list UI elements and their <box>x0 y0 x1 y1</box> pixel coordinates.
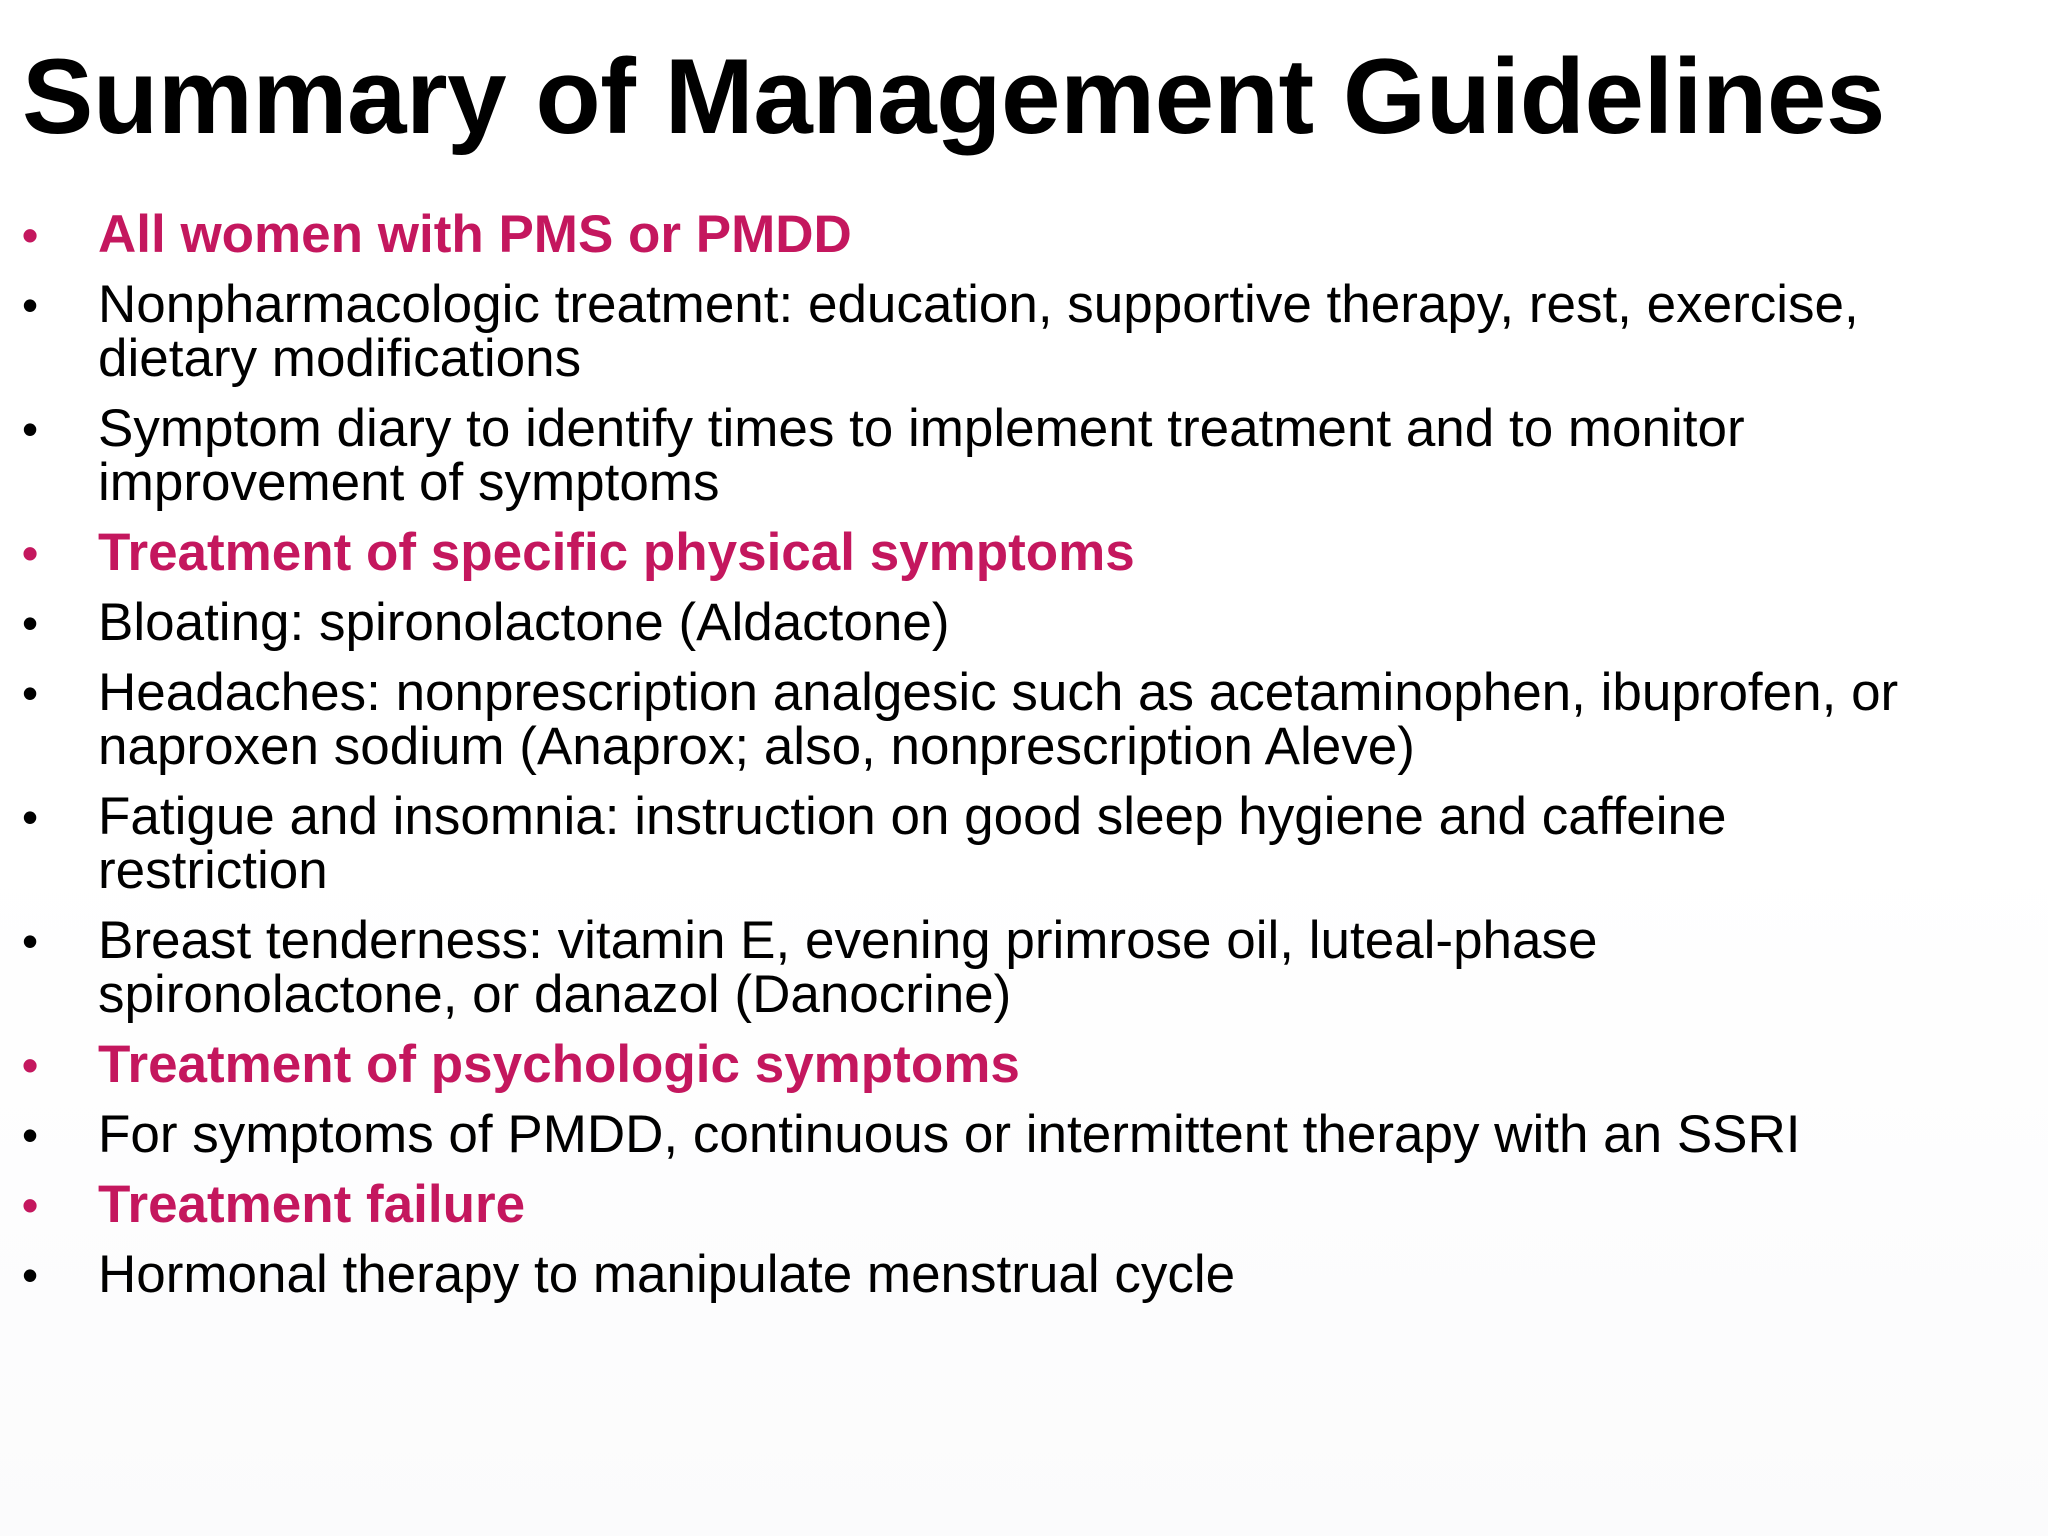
slide-title: Summary of Management Guidelines <box>22 36 1885 156</box>
bullet-dot-icon: • <box>22 667 39 719</box>
bullet-text: Nonpharmacologic treatment: education, supportive therapy, rest, exercise, dietary modifications <box>98 275 1859 388</box>
bullet-heading-all-women <box>0 205 1940 264</box>
bullet-dot-icon: • <box>22 403 39 455</box>
bullet-text: Treatment failure <box>98 1175 526 1234</box>
bullet-dot-icon: • <box>22 1249 39 1301</box>
bullet-text: Fatigue and insomnia: instruction on good sleep hygiene and caffeine restriction <box>98 787 1727 900</box>
bullet-text: For symptoms of PMDD, continuous or intermittent therapy with an SSRI <box>98 1105 1801 1164</box>
bullet-text: Hormonal therapy to manipulate menstrual cycle <box>98 1245 1236 1304</box>
bullet-text: Treatment of psychologic symptoms <box>98 1035 1020 1094</box>
bullet-breast-tenderness <box>0 911 1940 1024</box>
bullet-dot-icon: • <box>22 1039 39 1091</box>
bullet-text: All women with PMS or PMDD <box>98 205 852 264</box>
bullet-dot-icon: • <box>22 597 39 649</box>
bullet-dot-icon: • <box>22 1109 39 1161</box>
bullet-list <box>0 205 2048 1318</box>
bullet-text: Breast tenderness: vitamin E, evening primrose oil, luteal-phase spironolactone, or danazol (Danocrine) <box>98 911 1598 1024</box>
bullet-dot-icon: • <box>22 209 39 261</box>
bullet-nonpharmacologic <box>0 275 1940 388</box>
bullet-fatigue-insomnia <box>0 787 1940 900</box>
bullet-hormonal-therapy <box>0 1245 1940 1304</box>
bullet-heading-physical-symptoms <box>0 523 1940 582</box>
bullet-dot-icon: • <box>22 279 39 331</box>
bullet-heading-psychologic-symptoms <box>0 1035 1940 1094</box>
bullet-dot-icon: • <box>22 791 39 843</box>
bullet-text: Bloating: spironolactone (Aldactone) <box>98 593 950 652</box>
bullet-text: Treatment of specific physical symptoms <box>98 523 1135 582</box>
bullet-headaches <box>0 663 1940 776</box>
bullet-heading-treatment-failure <box>0 1175 1940 1234</box>
bullet-bloating <box>0 593 1940 652</box>
bullet-dot-icon: • <box>22 915 39 967</box>
bullet-text: Symptom diary to identify times to implement treatment and to monitor improvement of symptoms <box>98 399 1745 512</box>
bullet-symptom-diary <box>0 399 1940 512</box>
bullet-dot-icon: • <box>22 1179 39 1231</box>
bullet-dot-icon: • <box>22 527 39 579</box>
bullet-pmdd-ssri <box>0 1105 1940 1164</box>
bullet-text: Headaches: nonprescription analgesic such as acetaminophen, ibuprofen, or naproxen sodium (Anaprox; also, nonprescription Aleve) <box>98 663 1899 776</box>
